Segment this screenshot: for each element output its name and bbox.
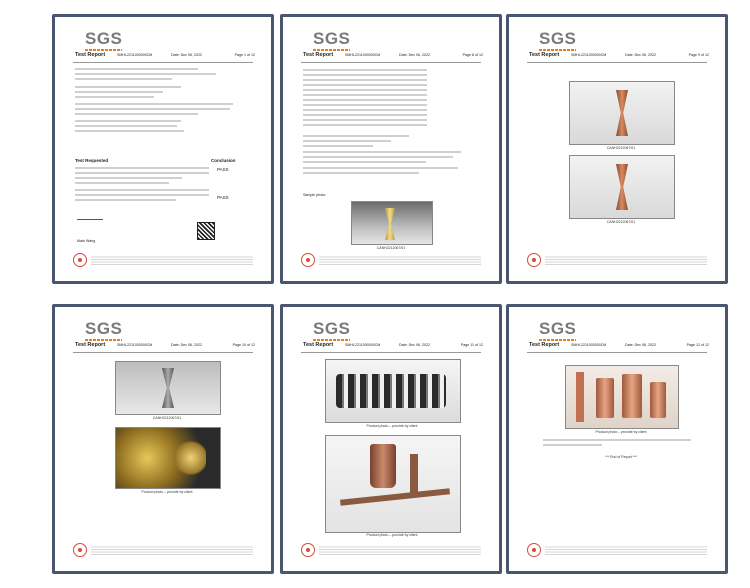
report-date: Date: Dec 06, 2022: [171, 53, 202, 57]
product-photo-copper-set: [325, 435, 461, 533]
footer-fine-print: [319, 255, 481, 265]
notes-text: [303, 135, 479, 177]
report-number: SMHL2211000000CM: [571, 53, 607, 57]
report-header: [295, 52, 487, 61]
photo-caption-1: Product photo – provide by client: [366, 424, 418, 428]
conclusion-pass-1: PASS: [217, 167, 229, 172]
header-rule: [73, 62, 253, 63]
sample-photo-jigger: [351, 201, 433, 245]
page-footer: [301, 541, 481, 557]
report-page-12[interactable]: [506, 304, 728, 574]
sample-photo-1: [569, 81, 675, 145]
report-page-9[interactable]: [506, 14, 728, 284]
footer-fine-print: [319, 545, 481, 555]
sgs-stamp-icon: [301, 543, 315, 557]
photo-caption: CANH2212067/01: [376, 246, 406, 250]
report-header: [67, 52, 259, 61]
signer-name: Mark Wang: [77, 239, 96, 243]
report-header: [67, 342, 259, 351]
report-page-8[interactable]: [280, 14, 502, 284]
page-footer: [301, 251, 481, 267]
report-number: SMHL2211000000CM: [345, 53, 381, 57]
regulation-text: [75, 167, 209, 204]
report-header: [521, 52, 713, 61]
header-rule: [301, 62, 481, 63]
report-title: Test Report: [529, 342, 560, 348]
report-title: Test Report: [303, 52, 334, 58]
report-date: Date: Dec 06, 2022: [399, 343, 430, 347]
sgs-logo: SGS: [85, 319, 123, 338]
photo-caption-1: CANH2212067/01: [606, 146, 636, 150]
end-of-report: *** End of Report ***: [605, 455, 637, 459]
page-footer: [73, 251, 253, 267]
sgs-logo: SGS: [85, 29, 123, 48]
report-header: [521, 342, 713, 351]
page-footer: [527, 251, 707, 267]
report-date: Date: Dec 06, 2022: [171, 343, 202, 347]
product-photo-gold-set: [115, 427, 221, 489]
photo-caption-2: CANH2212067/01: [606, 220, 636, 224]
report-title: Test Report: [529, 52, 560, 58]
page-number: Page 12 of 12: [686, 343, 709, 347]
report-page-10[interactable]: [52, 304, 274, 574]
sgs-stamp-icon: [301, 253, 315, 267]
signature: [77, 213, 103, 220]
report-date: Date: Dec 06, 2022: [625, 343, 656, 347]
product-photo-black-set: [325, 359, 461, 423]
page-number: Page 8 of 12: [462, 53, 483, 57]
results-table: [303, 69, 427, 129]
page-footer: [527, 541, 707, 557]
sgs-logo: SGS: [313, 319, 351, 338]
report-header: [295, 342, 487, 351]
page-number: Page 11 of 12: [460, 343, 483, 347]
photo-caption-1: Product photo – provide by client: [595, 430, 647, 434]
page-number: Page 1 of 12: [234, 53, 255, 57]
sgs-logo: SGS: [539, 29, 577, 48]
footer-fine-print: [91, 255, 253, 265]
remark-text: [543, 439, 691, 449]
sample-photo-2: [569, 155, 675, 219]
photo-caption-2: Product photo – provide by client: [366, 533, 418, 537]
header-rule: [301, 352, 481, 353]
sgs-stamp-icon: [527, 253, 541, 267]
sgs-stamp-icon: [73, 253, 87, 267]
footer-fine-print: [545, 545, 707, 555]
header-rule: [527, 352, 707, 353]
header-rule: [73, 352, 253, 353]
conclusion-label: Conclusion: [211, 158, 236, 163]
report-page-1[interactable]: [52, 14, 274, 284]
report-date: Date: Dec 06, 2022: [625, 53, 656, 57]
sgs-stamp-icon: [527, 543, 541, 557]
text-lines: [75, 68, 251, 135]
qr-code: [197, 222, 215, 240]
report-number: SMHL2211000000CM: [117, 53, 153, 57]
sample-photo-jigger: [115, 361, 221, 415]
sample-photo-label: Sample photo:: [303, 193, 327, 197]
footer-fine-print: [91, 545, 253, 555]
report-number: SMHL2211000000CM: [117, 343, 153, 347]
header-rule: [527, 62, 707, 63]
photo-caption-1: CANH2212067/01: [152, 416, 182, 420]
page-footer: [73, 541, 253, 557]
page-number: Page 9 of 12: [688, 53, 709, 57]
report-number: SMHL2211000000CM: [345, 343, 381, 347]
page-number: Page 10 of 12: [232, 343, 255, 347]
conclusion-pass-2: PASS: [217, 195, 229, 200]
photo-caption-2: Product photo – provide by client: [141, 490, 193, 494]
report-date: Date: Dec 06, 2022: [399, 53, 430, 57]
footer-fine-print: [545, 255, 707, 265]
report-title: Test Report: [303, 342, 334, 348]
test-requested-label: Test Requested: [75, 158, 109, 163]
sgs-logo: SGS: [539, 319, 577, 338]
report-number: SMHL2211000000CM: [571, 343, 607, 347]
report-page-11[interactable]: [280, 304, 502, 574]
report-title: Test Report: [75, 52, 106, 58]
sgs-stamp-icon: [73, 543, 87, 557]
report-title: Test Report: [75, 342, 106, 348]
sgs-logo: SGS: [313, 29, 351, 48]
product-photo-rose-gold-set: [565, 365, 679, 429]
